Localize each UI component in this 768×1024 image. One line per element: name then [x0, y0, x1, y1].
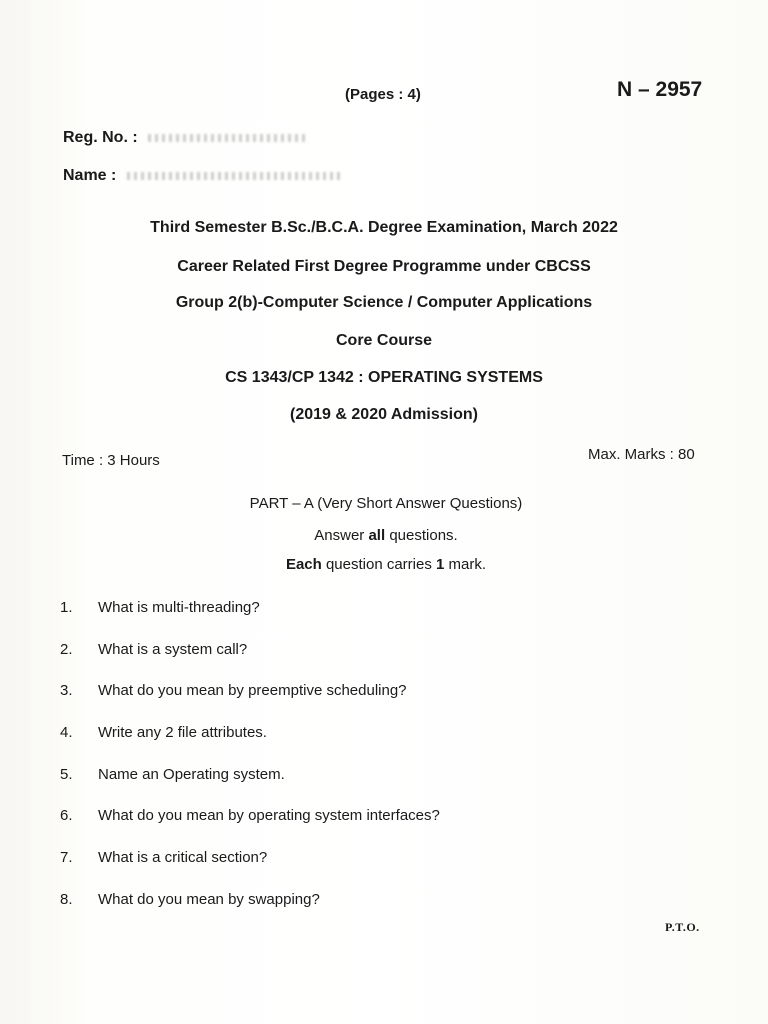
- page-count: (Pages : 4): [345, 86, 421, 103]
- instruction-text: questions.: [385, 527, 458, 544]
- question-item: [60, 766, 285, 783]
- max-marks: Max. Marks : 80: [588, 446, 695, 463]
- question-item: [60, 724, 267, 741]
- question-text: What is a system call?: [98, 641, 248, 658]
- course-name: CS 1343/CP 1342 : OPERATING SYSTEMS: [225, 369, 543, 386]
- question-number: 5.: [60, 766, 73, 783]
- instruction-text: Answer: [314, 527, 369, 544]
- question-text: What is a critical section?: [98, 849, 268, 866]
- question-number: 4.: [60, 724, 73, 741]
- reg-no-label: Reg. No. :: [63, 129, 138, 146]
- question-item: [60, 891, 320, 908]
- question-number: 1.: [60, 599, 73, 616]
- question-text: What do you mean by preemptive scheduling?: [98, 682, 407, 699]
- question-number: 8.: [60, 891, 73, 908]
- name-label: Name :: [63, 167, 117, 184]
- name-field: [63, 167, 342, 185]
- course-type: Core Course: [335, 332, 433, 349]
- admission-year: (2019 & 2020 Admission): [290, 406, 478, 423]
- instruction-marks: [0, 556, 768, 573]
- question-item: [60, 849, 267, 866]
- instruction-emphasis: Each: [285, 556, 322, 573]
- question-text: Name an Operating system.: [98, 766, 285, 783]
- instruction-emphasis: all: [368, 527, 386, 544]
- instruction-emphasis: 1: [436, 556, 445, 573]
- question-text: What do you mean by operating system interfaces?: [98, 807, 440, 824]
- time-allowed: Time : 3 Hours: [62, 452, 160, 469]
- question-item: [60, 641, 247, 658]
- redacted-reg-no: [148, 134, 308, 142]
- question-text: Write any 2 file attributes.: [98, 724, 267, 741]
- part-a-heading: PART – A (Very Short Answer Questions): [249, 495, 523, 512]
- page-turn-over: P.T.O.: [665, 920, 700, 934]
- instruction-text: question carries: [321, 556, 437, 573]
- question-item: [60, 599, 260, 616]
- question-number: 3.: [60, 682, 73, 699]
- instruction-answer-all: [0, 527, 768, 544]
- question-number: 6.: [60, 807, 73, 824]
- question-text: What do you mean by swapping?: [98, 891, 320, 908]
- question-number: 2.: [60, 641, 73, 658]
- reg-no-field: [63, 129, 308, 147]
- question-item: [60, 807, 440, 824]
- question-item: [60, 682, 407, 699]
- group-title: Group 2(b)-Computer Science / Computer Applications: [175, 294, 593, 311]
- question-text: What is multi-threading?: [98, 599, 260, 616]
- instruction-text: mark.: [444, 556, 487, 573]
- programme-title: Career Related First Degree Programme under CBCSS: [177, 258, 591, 275]
- paper-code: N – 2957: [617, 78, 703, 101]
- question-number: 7.: [60, 849, 73, 866]
- exam-title: Third Semester B.Sc./B.C.A. Degree Examination, March 2022: [150, 219, 618, 236]
- redacted-name: [127, 172, 342, 180]
